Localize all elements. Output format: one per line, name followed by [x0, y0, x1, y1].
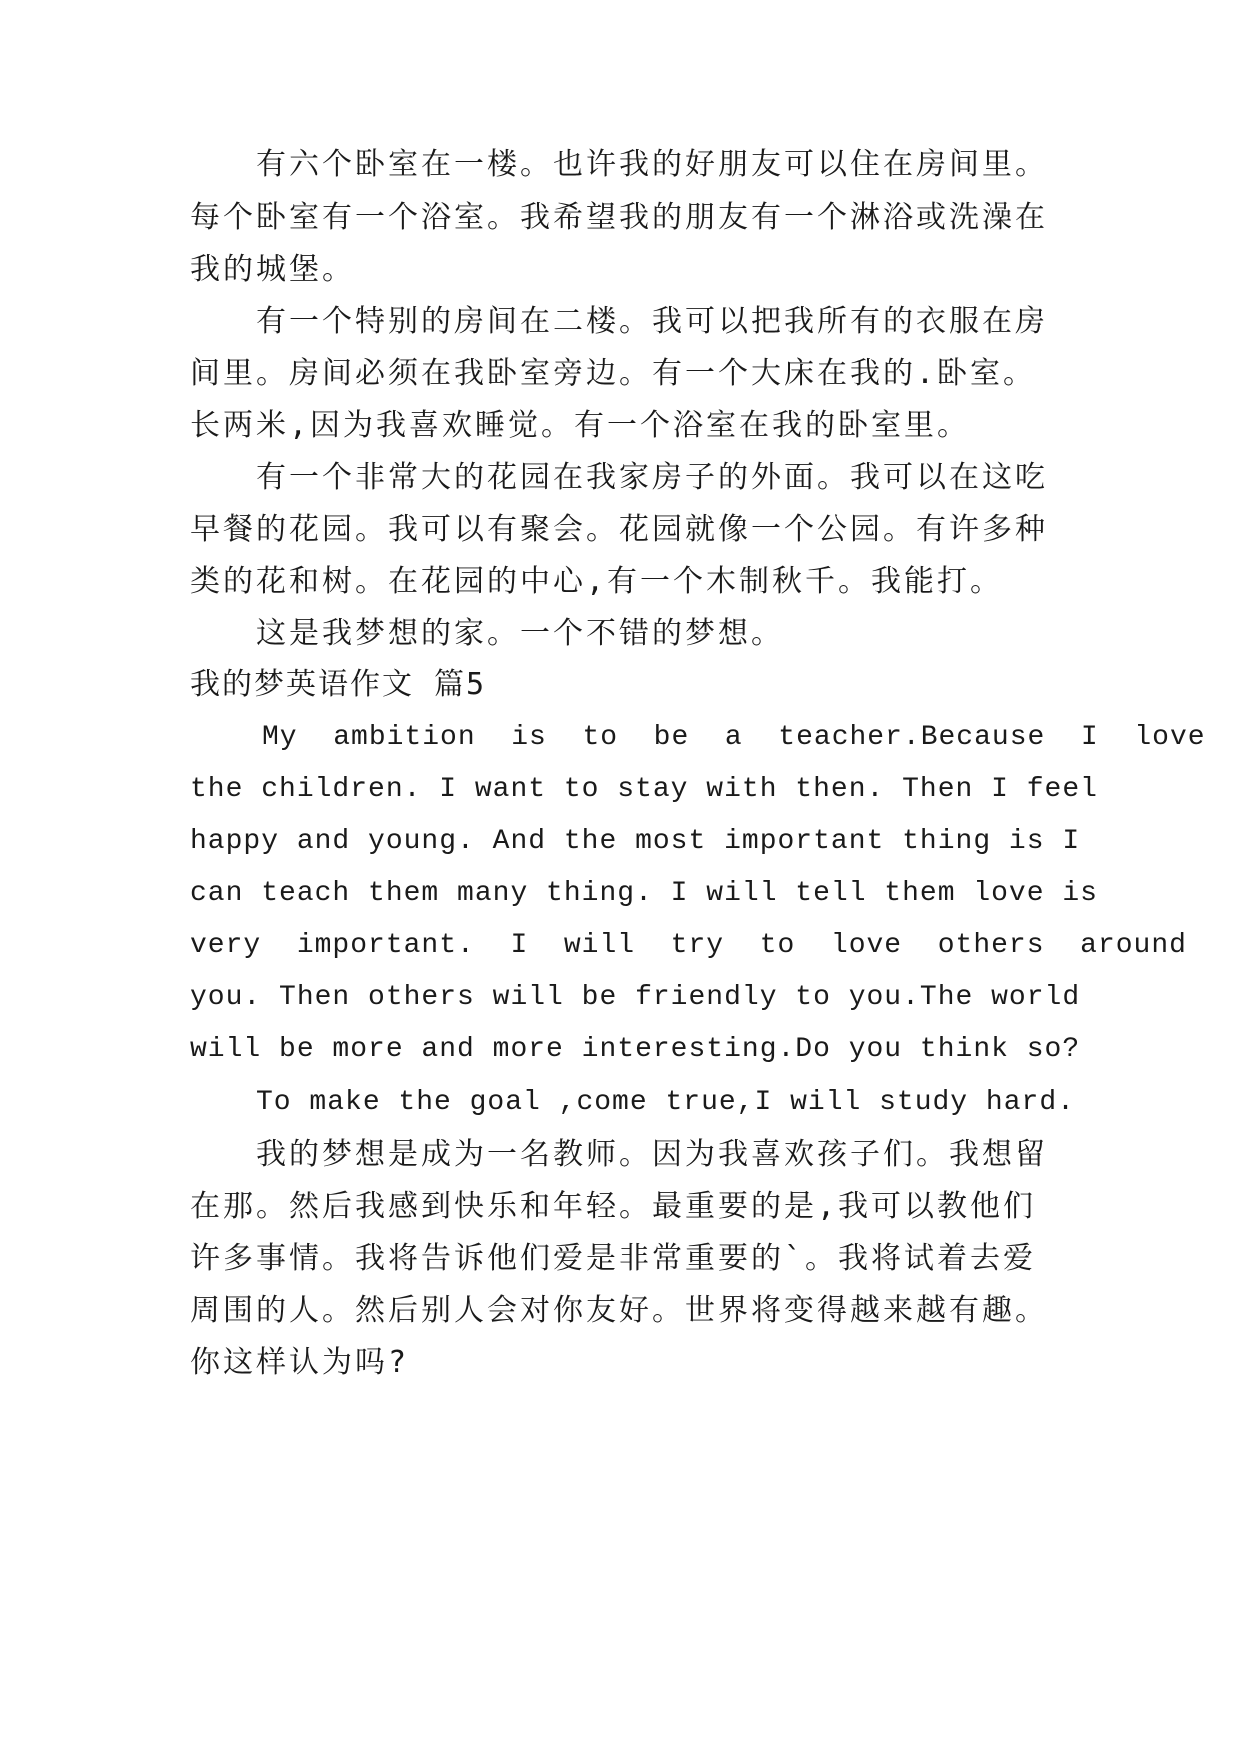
- paragraph-line: 许多事情。我将告诉他们爱是非常重要的`。我将试着去爱: [190, 1241, 1037, 1276]
- paragraph-line: 有一个特别的房间在二楼。我可以把我所有的衣服在房: [256, 304, 1048, 339]
- paragraph-line: 在那。然后我感到快乐和年轻。最重要的是,我可以教他们: [190, 1189, 1037, 1224]
- english-line: can teach them many thing. I will tell them love is: [190, 878, 1098, 909]
- english-line: the children. I want to stay with then. Then I feel: [190, 774, 1098, 805]
- english-line: very important. I will try to love others around: [190, 930, 1187, 961]
- paragraph-line: 早餐的花园。我可以有聚会。花园就像一个公园。有许多种: [190, 512, 1048, 547]
- english-line: To make the goal ,come true,I will study hard.: [256, 1087, 1075, 1118]
- paragraph-line: 周围的人。然后别人会对你友好。世界将变得越来越有趣。: [190, 1293, 1048, 1328]
- english-line: will be more and more interesting.Do you think so?: [190, 1034, 1081, 1065]
- paragraph-line: 间里。房间必须在我卧室旁边。有一个大床在我的.卧室。: [190, 356, 1037, 391]
- english-line: you. Then others will be friendly to you.The world: [190, 982, 1081, 1013]
- paragraph-line: 我的梦想是成为一名教师。因为我喜欢孩子们。我想留: [256, 1137, 1048, 1172]
- paragraph-line: 你这样认为吗?: [190, 1345, 410, 1380]
- paragraph-line: 我的城堡。: [190, 252, 355, 287]
- english-line: happy and young. And the most important thing is I: [190, 826, 1081, 857]
- english-line: My ambition is to be a teacher.Because I love: [262, 722, 1206, 753]
- paragraph-line: 类的花和树。在花园的中心,有一个木制秋千。我能打。: [190, 564, 1004, 599]
- paragraph-line: 这是我梦想的家。一个不错的梦想。: [256, 616, 784, 651]
- paragraph-line: 有一个非常大的花园在我家房子的外面。我可以在这吃: [256, 460, 1048, 495]
- paragraph-line: 长两米,因为我喜欢睡觉。有一个浴室在我的卧室里。: [190, 408, 971, 443]
- paragraph-line: 有六个卧室在一楼。也许我的好朋友可以住在房间里。: [256, 147, 1048, 182]
- section-heading: 我的梦英语作文 篇5: [190, 667, 487, 702]
- paragraph-line: 每个卧室有一个浴室。我希望我的朋友有一个淋浴或洗澡在: [190, 200, 1048, 235]
